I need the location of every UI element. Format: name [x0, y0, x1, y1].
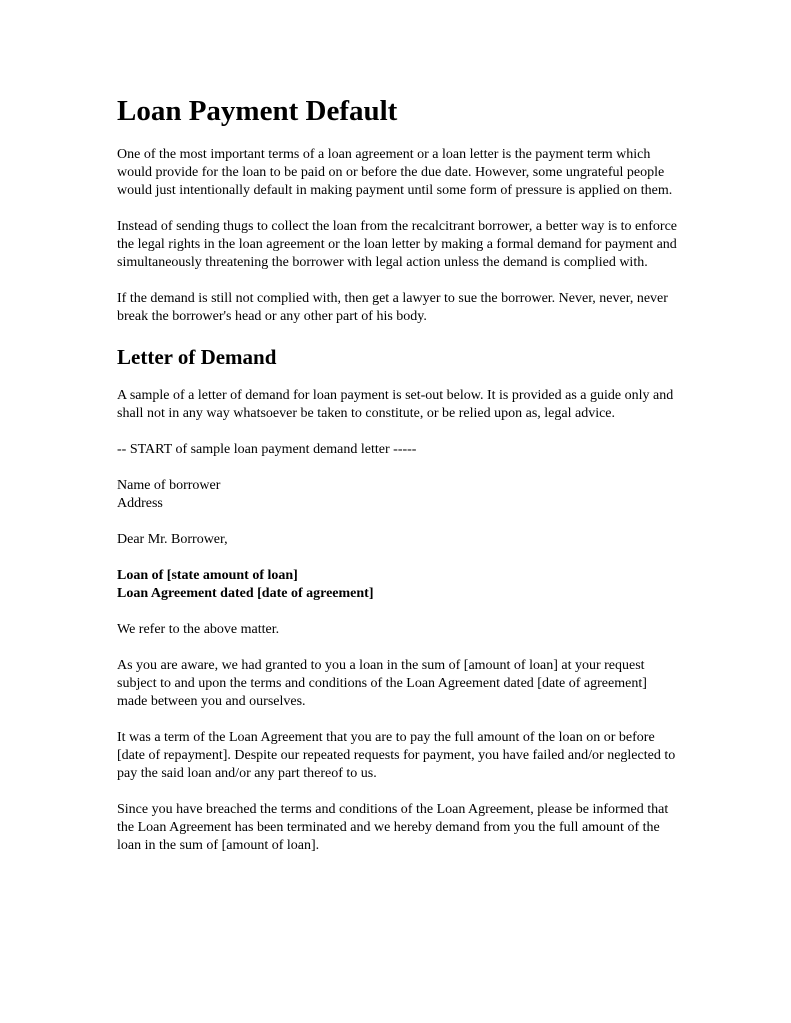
- recipient-block: [117, 477, 677, 513]
- section-heading: Letter of Demand: [117, 345, 277, 369]
- intro-paragraph: Instead of sending thugs to collect the loan from the recalcitrant borrower, a better way is to enforce the legal rights in the loan agreement or the loan letter by making a formal demand for payment and simultaneously threatening the borrower with legal action unless the demand is complied with.: [117, 219, 678, 270]
- page-title: Loan Payment Default: [117, 95, 398, 127]
- subject-line-loan: Loan of [state amount of loan]: [117, 568, 298, 583]
- section-intro-paragraph: A sample of a letter of demand for loan payment is set-out below. It is provided as a guide only and shall not in any way whatsoever be taken to constitute, or be relied upon as, legal advice.: [117, 388, 674, 421]
- salutation: Dear Mr. Borrower,: [117, 532, 228, 547]
- subject-block: [117, 567, 677, 603]
- document-page: [117, 93, 677, 873]
- letter-paragraph: Since you have breached the terms and conditions of the Loan Agreement, please be informed that the Loan Agreement has been terminated and we hereby demand from you the full amount of the loan in the sum of [amount of loan].: [117, 802, 669, 853]
- intro-paragraph: If the demand is still not complied with, then get a lawyer to sue the borrower. Never, never, never break the borrower's head or any other part of his body.: [117, 291, 668, 324]
- start-marker: -- START of sample loan payment demand letter -----: [117, 442, 417, 457]
- recipient-address: Address: [117, 496, 163, 511]
- letter-paragraph: As you are aware, we had granted to you a loan in the sum of [amount of loan] at your request subject to and upon the terms and conditions of the Loan Agreement dated [date of agreement] made between you and ourselves.: [117, 658, 647, 709]
- letter-paragraph: We refer to the above matter.: [117, 622, 280, 637]
- intro-paragraph: One of the most important terms of a loan agreement or a loan letter is the payment term which would provide for the loan to be paid on or before the due date. However, some ungrateful people would just intentionally default in making payment until some form of pressure is applied on them.: [117, 147, 673, 198]
- subject-line-agreement: Loan Agreement dated [date of agreement]: [117, 586, 374, 601]
- letter-paragraph: It was a term of the Loan Agreement that you are to pay the full amount of the loan on or before [date of repayment]. Despite our repeated requests for payment, you have failed and/or neglected to pay the said loan and/or any part thereof to us.: [117, 730, 676, 781]
- recipient-name: Name of borrower: [117, 478, 221, 493]
